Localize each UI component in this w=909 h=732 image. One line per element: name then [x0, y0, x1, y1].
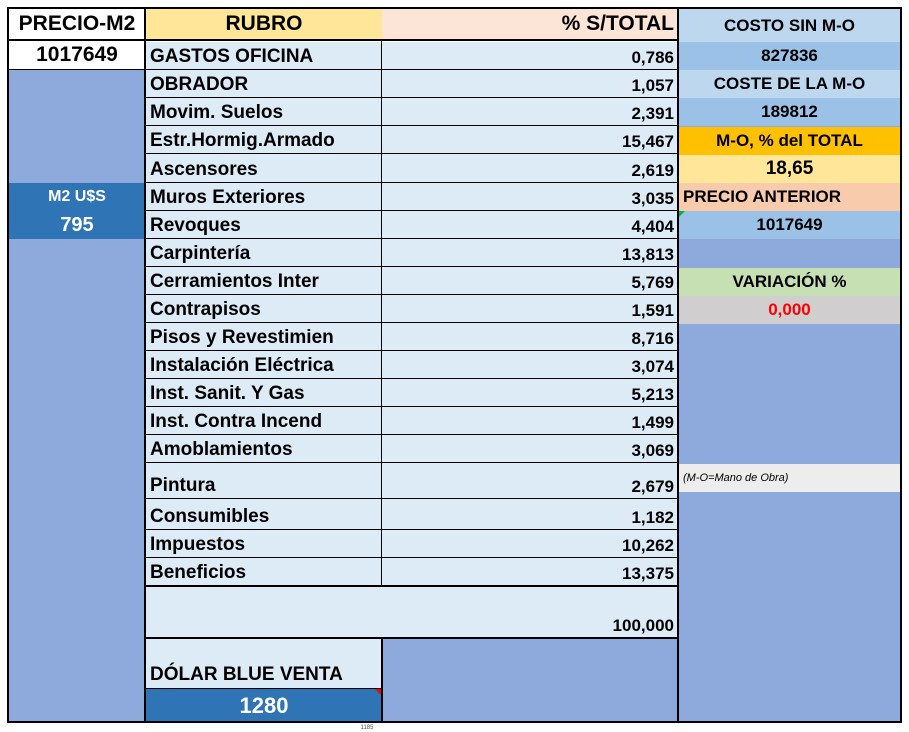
rubro-cell[interactable]: Pisos y Revestimien	[146, 323, 382, 351]
border-total-bottom	[144, 637, 678, 639]
mano-de-obra-note[interactable]: (M-O=Mano de Obra)	[679, 464, 900, 492]
pct-cell[interactable]: 15,467	[382, 126, 678, 154]
pct-cell[interactable]: 1,591	[382, 295, 678, 323]
rubro-cell[interactable]: Carpintería	[146, 239, 382, 267]
pct-cell[interactable]: 3,069	[382, 435, 678, 463]
pct-cell[interactable]: 1,499	[382, 407, 678, 435]
precio-m2-label[interactable]: PRECIO-M2	[9, 9, 145, 39]
precio-anterior-label[interactable]: PRECIO ANTERIOR	[679, 183, 900, 211]
pct-cell[interactable]: 13,813	[382, 239, 678, 267]
pct-cell[interactable]: 3,035	[382, 183, 678, 211]
blank-mid-block	[382, 639, 678, 722]
total-header[interactable]: % S/TOTAL	[382, 9, 678, 39]
pct-cell[interactable]: 5,769	[382, 267, 678, 295]
costo-sin-mo-value[interactable]: 827836	[679, 42, 900, 70]
rubro-cell[interactable]: Consumibles	[146, 499, 382, 530]
rubro-cell[interactable]: Estr.Hormig.Armado	[146, 126, 382, 154]
rubro-cell[interactable]: Beneficios	[146, 558, 382, 586]
variacion-value[interactable]: 0,000	[679, 296, 900, 324]
border-header-bottom	[7, 39, 678, 41]
precio-m2-value[interactable]: 1017649	[9, 41, 145, 69]
variacion-label[interactable]: VARIACIÓN %	[679, 268, 900, 296]
rubro-header[interactable]: RUBRO	[146, 9, 382, 39]
pct-cell[interactable]: 8,716	[382, 323, 678, 351]
m2-usd-label[interactable]: M2 U$S	[9, 183, 145, 211]
border-dolar-top	[144, 688, 383, 689]
border-precio-bottom	[7, 69, 146, 70]
rubro-cell[interactable]: Pintura	[146, 463, 382, 499]
border-total-top	[144, 585, 678, 587]
rubro-cell[interactable]: GASTOS OFICINA	[146, 42, 382, 70]
costo-sin-mo-label[interactable]: COSTO SIN M-O	[679, 9, 900, 42]
pct-cell[interactable]: 4,404	[382, 211, 678, 239]
footer-fragment: 1185	[360, 725, 374, 731]
border-outer-bottom	[7, 721, 902, 723]
dolar-value[interactable]: 1280	[146, 689, 382, 722]
rubro-cell[interactable]: OBRADOR	[146, 70, 382, 98]
total-value[interactable]: 100,000	[612, 616, 674, 635]
pct-cell[interactable]: 10,262	[382, 530, 678, 558]
coste-mo-label[interactable]: COSTE DE LA M-O	[679, 70, 900, 98]
border-outer-left	[7, 7, 9, 723]
rubro-cell[interactable]: Revoques	[146, 211, 382, 239]
rubro-cell[interactable]: Cerramientos Inter	[146, 267, 382, 295]
comment-marker-green-icon	[679, 211, 685, 217]
mo-pct-label[interactable]: M-O, % del TOTAL	[679, 127, 900, 155]
pct-cell[interactable]: 1,057	[382, 70, 678, 98]
coste-mo-value[interactable]: 189812	[679, 98, 900, 126]
pct-cell[interactable]: 2,679	[382, 463, 678, 499]
rubro-cell[interactable]: Contrapisos	[146, 295, 382, 323]
left-blue-column	[9, 70, 145, 722]
dolar-label[interactable]: DÓLAR BLUE VENTA	[150, 664, 343, 685]
border-outer-right	[900, 7, 902, 723]
border-col-a	[144, 7, 146, 723]
rubro-cell[interactable]: Impuestos	[146, 530, 382, 558]
border-outer-top	[7, 7, 902, 9]
pct-cell[interactable]: 0,786	[382, 42, 678, 70]
mo-pct-value[interactable]: 18,65	[679, 155, 900, 183]
pct-cell[interactable]: 1,182	[382, 499, 678, 530]
rubro-cell[interactable]: Ascensores	[146, 154, 382, 183]
rubro-cell[interactable]: Inst. Sanit. Y Gas	[146, 379, 382, 407]
border-col-mid	[381, 637, 383, 723]
pct-cell[interactable]: 2,391	[382, 98, 678, 126]
pct-cell[interactable]: 3,074	[382, 351, 678, 379]
rubro-cell[interactable]: Movim. Suelos	[146, 98, 382, 126]
pct-cell[interactable]: 2,619	[382, 154, 678, 183]
border-col-right	[677, 7, 679, 723]
m2-usd-value[interactable]: 795	[9, 211, 145, 239]
precio-anterior-value[interactable]: 1017649	[679, 211, 900, 239]
pct-cell[interactable]: 5,213	[382, 379, 678, 407]
border-dolar-left	[144, 637, 146, 723]
rubro-cell[interactable]: Muros Exteriores	[146, 183, 382, 211]
rubro-cell[interactable]: Inst. Contra Incend	[146, 407, 382, 435]
pct-cell[interactable]: 13,375	[382, 558, 678, 586]
border-col-b	[381, 41, 382, 586]
rubro-cell[interactable]: Instalación Eléctrica	[146, 351, 382, 379]
rubro-cell[interactable]: Amoblamientos	[146, 435, 382, 463]
